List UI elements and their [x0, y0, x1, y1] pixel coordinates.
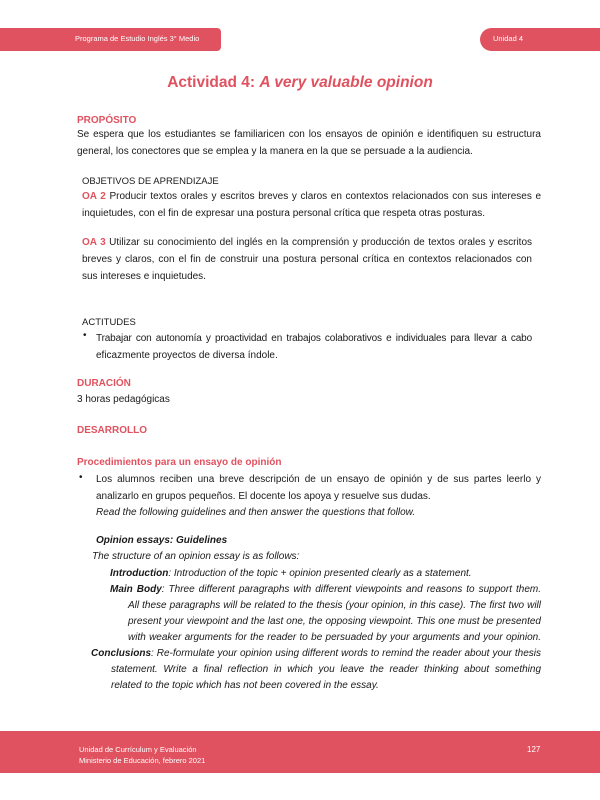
- oa2-text-1: Producir textos orales y escritos breves y claros en contextos relacionados con sus intereses e: [105, 191, 542, 202]
- oa2-code: OA 2: [82, 191, 106, 202]
- conclusions-line-2: statement. Write a final reflection in which you leave the reader thinking about something: [111, 664, 541, 675]
- footer-ministry: Ministerio de Educación, febrero 2021: [79, 756, 206, 765]
- guidelines-heading: Opinion essays: Guidelines: [96, 535, 228, 546]
- main-body-line-2: All these paragraphs will be related to the thesis (your opinion, in this case). The first two will: [128, 600, 541, 611]
- actitudes-line-2: eficazmente proyectos de diversa índole.: [96, 350, 278, 361]
- oa3-text-1: Utilizar su conocimiento del inglés en la comprensión y producción de textos orales y escritos: [105, 237, 533, 248]
- header-program-banner: [0, 28, 221, 51]
- introduction-text: : Introduction of the topic + opinion presented clearly as a statement.: [168, 568, 472, 579]
- bullet-icon: •: [83, 330, 87, 341]
- duracion-heading: DURACIÓN: [77, 378, 131, 389]
- structure-intro: The structure of an opinion essay is as follows:: [92, 551, 300, 562]
- oa2-line-2: inquietudes, con el fin de expresar una postura personal crítica que respeta otras posturas.: [82, 208, 486, 219]
- conclusions-text-1: : Re-formulate your opinion using different words to remind the reader about your thesis: [151, 648, 541, 659]
- page-title: [0, 74, 600, 92]
- oa3-line-3: sus intereses e inquietudes.: [82, 271, 206, 282]
- bullet-icon: •: [79, 472, 83, 483]
- oa3-line-1: [82, 234, 532, 251]
- introduction-label: Introduction: [110, 568, 169, 579]
- main-body-line-3: present your viewpoint and the last one, the opposing viewpoint. This one must be presented: [128, 616, 541, 627]
- conclusions-line-1: [91, 645, 541, 662]
- proposito-line-2: general, los conectores que se emplea y la manera en la que se persuade a la audiencia.: [77, 146, 473, 157]
- desarrollo-heading: DESARROLLO: [77, 425, 147, 436]
- main-body-line-4: with weaker arguments for the reader to be persuaded by your arguments and your opinion.: [128, 632, 541, 643]
- procedimientos-heading: Procedimientos para un ensayo de opinión: [77, 457, 282, 468]
- oa3-code: OA 3: [82, 237, 106, 248]
- conclusions-label: Conclusions: [91, 648, 152, 659]
- actitudes-line-1: Trabajar con autonomía y proactividad en trabajos colaborativos e individuales para llevar a cabo: [96, 333, 532, 344]
- header-unit-badge: [480, 28, 600, 51]
- desarrollo-instruction: Read the following guidelines and then answer the questions that follow.: [96, 507, 416, 518]
- footer-unit: Unidad de Currículum y Evaluación: [79, 745, 197, 754]
- program-label: Programa de Estudio Inglés 3° Medio: [75, 34, 200, 43]
- unit-label: Unidad 4: [493, 34, 524, 43]
- oa3-line-2: breves y claros, con el fin de construir una postura personal crítica en contextos relacionados con: [82, 254, 532, 265]
- main-body-line-1: [110, 581, 541, 598]
- objetivos-heading: OBJETIVOS DE APRENDIZAJE: [82, 176, 219, 187]
- main-body-label: Main Body: [110, 584, 162, 595]
- title-prefix: Actividad 4:: [167, 74, 260, 91]
- proposito-heading: PROPÓSITO: [77, 115, 137, 126]
- desarrollo-bullet-line-1: Los alumnos reciben una breve descripción de un ensayo de opinión y de sus partes leerlo y: [96, 474, 541, 485]
- duracion-value: 3 horas pedagógicas: [77, 394, 170, 405]
- conclusions-line-3: related to the topic which has not been covered in the essay.: [111, 680, 379, 691]
- page-number: 127: [527, 745, 541, 754]
- main-body-text-1: : Three different paragraphs with different viewpoints and reasons to support them.: [161, 584, 541, 595]
- introduction-line: [110, 565, 541, 582]
- proposito-line-1: Se espera que los estudiantes se familiaricen con los ensayos de opinión e identifiquen su estructura: [77, 129, 541, 140]
- actitudes-heading: ACTITUDES: [82, 317, 136, 328]
- title-italic: A very valuable opinion: [259, 74, 433, 91]
- footer-bar: [0, 731, 600, 773]
- desarrollo-bullet-line-2: analizarlo en grupos pequeños. El docente los apoya y resuelve sus dudas.: [96, 491, 431, 502]
- oa2-line-1: [82, 188, 541, 205]
